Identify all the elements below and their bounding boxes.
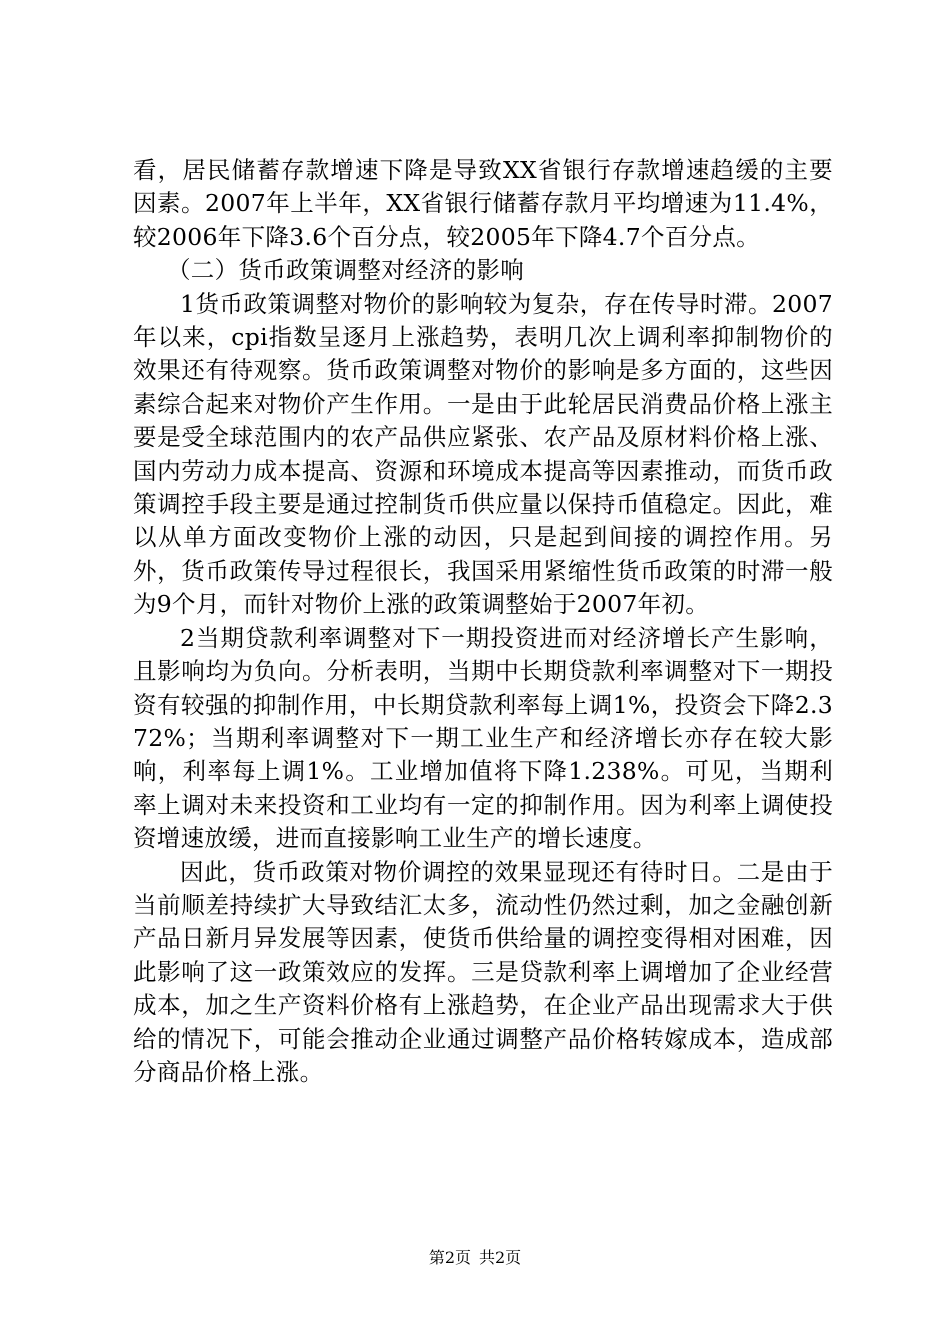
paragraph-point-1: 1货币政策调整对物价的影响较为复杂，存在传导时滞。2007年以来，cpi指数呈逐月上涨趋势，表明几次上调利率抑制物价的效果还有待观察。货币政策调整对物价的影响是多方面的，这些因素综合起来对物价产生作用。一是由于此轮居民消费品价格上涨主要是受全球范围内的农产品供应紧张、农产品及原材料价格上涨、国内劳动力成本提高、资源和环境成本提高等因素推动，而货币政策调控手段主要是通过控制货币供应量以保持币值稳定。因此，难以从单方面改变物价上涨的动因，只是起到间接的调控作用。另外，货币政策传导过程很长，我国采用紧缩性货币政策的时滞一般为9个月，而针对物价上涨的政策调整始于2007年初。 [133,289,833,619]
document-body [133,154,833,1089]
paragraph-point-2: 2当期贷款利率调整对下一期投资进而对经济增长产生影响，且影响均为负向。分析表明，当期中长期贷款利率调整对下一期投资有较强的抑制作用，中长期贷款利率每上调1%，投资会下降2.372%；当期利率调整对下一期工业生产和经济增长亦存在较大影响，利率每上调1%。工业增加值将下降1.238%。可见，当期利率上调对未来投资和工业均有一定的抑制作用。因为利率上调使投资增速放缓，进而直接影响工业生产的增长速度。 [133,623,833,853]
paragraph-continuation: 看，居民储蓄存款增速下降是导致XX省银行存款增速趋缓的主要因素。2007年上半年，XX省银行储蓄存款月平均增速为11.4%，较2006年下降3.6个百分点，较2005年下降4.7个百分点。 [133,156,833,251]
page-footer [0,1247,950,1269]
page-total: 共2页 [479,1248,522,1267]
paragraph-conclusion: 因此，货币政策对物价调控的效果显现还有待时日。二是由于当前顺差持续扩大导致结汇太多，流动性仍然过剩，加之金融创新产品日新月异发展等因素，使货币供给量的调控变得相对困难，因此影响了这一政策效应的发挥。三是贷款利率上调增加了企业经营成本，加之生产资料价格有上涨趋势，在企业产品出现需求大于供给的情况下，可能会推动企业通过调整产品价格转嫁成本，造成部分商品价格上涨。 [133,857,833,1086]
section-heading: （二）货币政策调整对经济的影响 [167,256,524,285]
page-number: 第2页 [428,1248,471,1267]
